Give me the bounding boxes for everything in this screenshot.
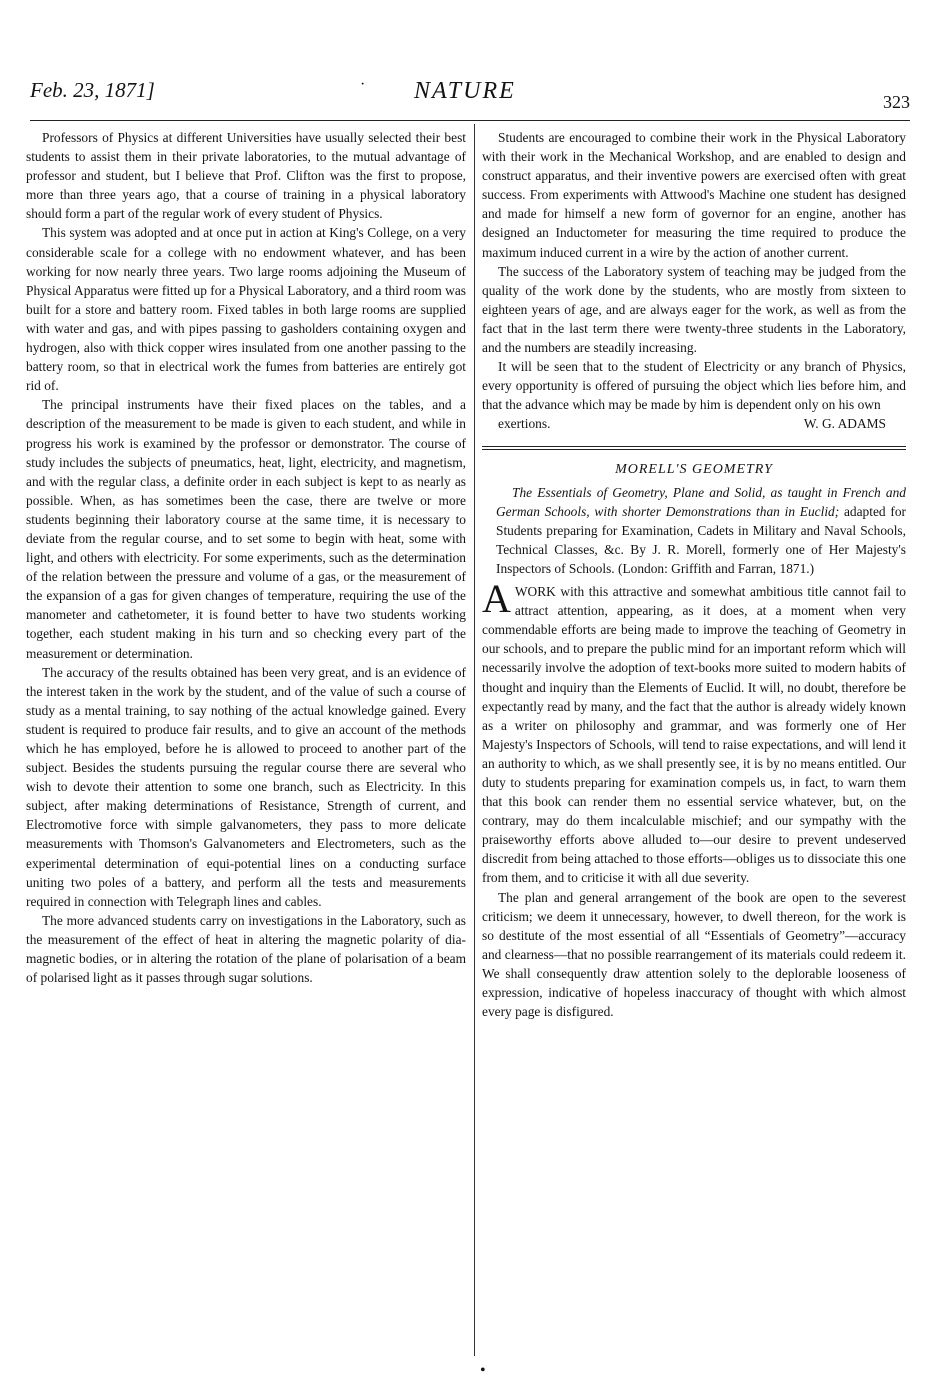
closing-text: It will be seen that to the student of Electricity or any branch of Physics, every opportunity is offered of pursuing the object which lies before him, and that the advance which may be made by him is dependent only on his own bbox=[482, 359, 906, 413]
print-speck: • bbox=[480, 1362, 486, 1379]
left-column bbox=[26, 128, 466, 987]
review-paragraph: The plan and general arrangement of the book are open to the severest criticism; we deem it unnecessary, however, to dwell thereon, for the work is so destitute of the most essential of all “Essentials of Geometry”—accuracy and clearness—that no possible rearrangement of its materials could redeem it. We shall consequently draw attention solely to the deplorable looseness of expression, indicative of hopeless inaccuracy of thought with which almost every page is disfigured. bbox=[482, 889, 906, 1020]
right-column bbox=[482, 128, 906, 1021]
paragraph: The more advanced students carry on investigations in the Laboratory, such as the measurement of the effect of heat in altering the magnetic polarity of dia-magnetic bodies, or in altering the rotation of the plane of polarisation of a beam of polarised light as it passes through sugar solutions. bbox=[26, 912, 466, 986]
review-citation bbox=[482, 483, 906, 578]
journal-title: NATURE bbox=[414, 78, 516, 104]
book-title: The Essentials of Geometry, Plane and Solid, as taught in French and German Schools, with shorter Demonstrations than in Euclid; bbox=[496, 484, 906, 519]
review-paragraph bbox=[482, 576, 906, 888]
paragraph: Professors of Physics at different Universities have usually selected their best students to assist them in their private laboratories, to the mutual advantage of professor and student, but I believe that Prof. Clifton was the first to propose, more than three years ago, that a course of training in a physical laboratory should form a part of the regular work of every student of Physics. bbox=[26, 130, 466, 222]
paragraph: The success of the Laboratory system of teaching may be judged from the quality of the work done by the students, who are mostly from sixteen to eighteen years of age, and are always eager for the work, as well as from the fact that in the last term there were twenty-three students in the Laboratory, and the numbers are steadily increasing. bbox=[482, 263, 906, 356]
review-text: WORK with this attractive and somewhat ambitious title cannot fail to attract attention, appearing, as it does, at a moment when very commendable efforts are being made to improve the teaching of Geometry in our schools, and to prepare the public mind for an important reform which will necessarily involve the adoption of text-books more suited to modern habits of thought and inquiry than the Elements of Euclid. It will, no doubt, therefore be expectantly read by many, and the fact that the author is already widely known as a writer on philosophy and grammar, and was formerly one of Her Majesty's Inspectors of Schools, will tend to raise expectations, and will lend it an authority to which, as we shall presently see, it is by no means entitled. Our duty to students preparing for examination compels us, in fact, to warn them that this book can render them no essential service whatever, but, on the contrary, may do them incalculable mischief; and our sympathy with the praiseworthy efforts above alluded to—our desire to prevent undeserved discredit from being attached to those efforts—obliges us to dissociate this one from them, and to criticise it with all due severity. bbox=[482, 584, 906, 886]
page-header bbox=[30, 78, 910, 118]
paragraph: The principal instruments have their fixed places on the tables, and a description of the measurement to be made is given to each student, and while in progress his work is examined by the professor or demonstrator. The course of study includes the subjects of pneumatics, heat, light, electricity, and magnetism, and with the regular class, a definite order in each subject is kept to as nearly as possible. When, as has sometimes been the case, there are twelve or more students beginning their laboratory course at the same time, it is necessary to deviate from the regular course, and to set some to begin with heat, some with light, and others with electricity. For some experiments, such as the determination of the relation between the pressure and volume of a gas, or the measurement of the expansion of a gas for given changes of temperature, requiring the use of the manometer and cathetometer, it is found better to have two students working together, each student making in his turn and so checking every part of the measurement or determination. bbox=[26, 397, 466, 661]
page-number: 323 bbox=[883, 92, 910, 112]
closing-paragraph bbox=[482, 357, 906, 414]
drop-cap: A bbox=[482, 576, 511, 622]
section-rule bbox=[482, 446, 906, 450]
issue-date: Feb. 23, 1871] bbox=[30, 78, 155, 102]
signature-line bbox=[482, 414, 906, 433]
paragraph: The accuracy of the results obtained has been very great, and is an evidence of the interest taken in the work by the student, and of the value of such a course of study as a mental training, to say nothing of the actual knowledge gained. Every student is required to produce fair results, and to give an account of the methods which he has employed, before he is allowed to proceed to another part of the subject. Besides the students pursuing the regular course there are several who wish to devote their attention to some one branch, such as Electricity. In this subject, after making determinations of Resistance, Strength of current, and Electromotive force with simple galvanometers, they pass to more delicate measurements with Thomson's Galvanometers and Electrometers, such as the experimental determination of equi-potential lines on a conducting surface uniting two poles of a battery, and perform all the tests and measurements required in connection with Telegraph lines and cables. bbox=[26, 664, 466, 909]
section-title: MORELL'S GEOMETRY bbox=[615, 461, 773, 477]
print-speck: · bbox=[360, 76, 366, 93]
paragraph: This system was adopted and at once put in action at King's College, on a very considerable scale for a college with no endowment whatever, and has been working for now nearly three years. Two large rooms adjoining the Museum of Physical Apparatus were fitted up for a Physical Laboratory, and a third room was built for a store and battery room. Fixed tables in both large rooms are supplied with water and gas, and with pipes passing to gasholders containing oxygen and hydrogen, also with thick copper wires insulated from one another passing to the battery room, so that in electrical work the fumes from batteries are entirely got rid of. bbox=[26, 225, 466, 394]
header-rule bbox=[30, 120, 910, 121]
author-signature: W. G. ADAMS bbox=[803, 416, 886, 432]
column-divider bbox=[474, 124, 475, 1356]
book-details: adapted for Students preparing for Examination, Cadets in Military and Naval Schools, Technical Classes, &c. By J. R. Morell, formerly one of Her Majesty's Inspectors of Schools. (London: Griffith and Farran, 1871.) bbox=[496, 503, 906, 576]
closing-last-word: exertions. bbox=[498, 416, 551, 432]
paragraph: Students are encouraged to combine their work in the Physical Laboratory with their work in the Mechanical Workshop, and are enabled to design and construct apparatus, and their inventive powers are exercised often with great success. From experiments with Attwood's Machine one student has designed and made for himself a new form of governor for an engine, another has designed an Inductometer for measuring the time required to produce the maximum induced current in a wire by the action of another current. bbox=[482, 130, 906, 260]
